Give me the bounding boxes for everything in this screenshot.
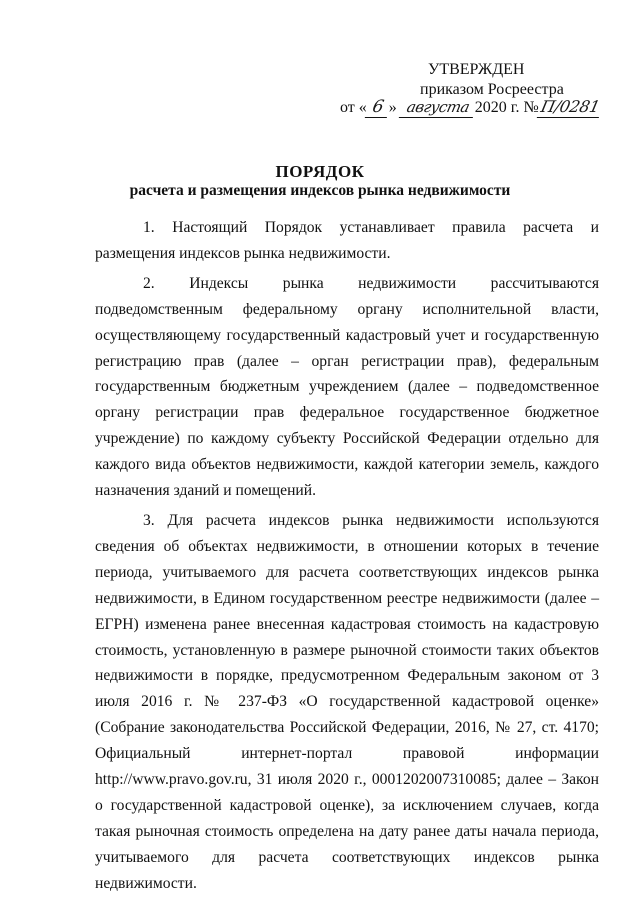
document-subtitle: расчета и размещения индексов рынка недвижимости: [129, 182, 511, 199]
handwritten-day: 6: [365, 97, 391, 118]
paragraph-3: 3. Для расчета индексов рынка недвижимости используются сведения об объектах недвижимости, в отношении которых в течение периода, учитываемого для расчета соответствующих индексов рынка недвижимости, в Едином государственном реестре недвижимости (далее – ЕГРН) изменена ранее внесенная кадастровая стоимость на кадастровую стоимость, установленную в размере рыночной стоимости таких объектов недвижимости в порядке, предусмотренном Федеральным законом от 3 июля 2016 г. № 237-ФЗ «О государственной кадастровой оценке» (Собрание законодательства Российской Федерации, 2016, № 27, ст. 4170; Официальный интернет-портал правовой информации http://www.pravo.gov.ru, 31 июля 2020 г., 0001202007310085; далее – Закон о государственной кадастровой оценке), за исключением случаев, когда такая рыночная стоимость определена на дату ранее даты начала периода, учитываемого для расчета соответствующих индексов рынка недвижимости.: [95, 511, 599, 892]
paragraph-1: 1. Настоящий Порядок устанавливает правила расчета и размещения индексов рынка недвижимости.: [95, 219, 599, 262]
date-mid: »: [388, 99, 397, 116]
handwritten-month: августа: [399, 97, 477, 118]
approval-order-line: приказом Росреестра: [420, 81, 564, 98]
approval-heading: УТВЕРЖДЕН: [428, 61, 525, 78]
document-body: [95, 215, 599, 901]
paragraph-2: 2. Индексы рынка недвижимости рассчитываются подведомственным федеральному органу исполнительной власти, осуществляющему государственный кадастровый учет и государственную регистрацию прав (далее – орган регистрации прав), федеральным государственным бюджетным учреждением (далее – подведомственное органу регистрации прав федеральное государственное бюджетное учреждение) по каждому субъекту Российской Федерации отдельно для каждого вида объектов недвижимости, каждой категории земель, каждого назначения зданий и помещений.: [95, 274, 599, 500]
date-prefix: от «: [340, 99, 367, 116]
handwritten-order-number: П/0281: [537, 97, 604, 118]
approval-date-line: [340, 97, 601, 118]
document-title: ПОРЯДОК: [275, 162, 365, 181]
year-text: 2020 г. №: [474, 99, 539, 116]
